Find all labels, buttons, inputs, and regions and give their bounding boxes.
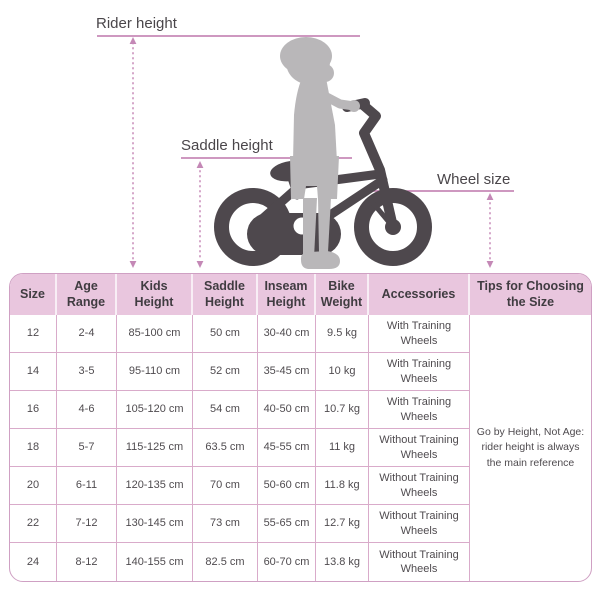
shorts: [290, 156, 339, 199]
table-cell: 12.7 kg: [316, 505, 369, 543]
col-header-tips: Tips for Choosing the Size: [470, 274, 591, 315]
col-header-saddle-height: Saddle Height: [193, 274, 258, 315]
table-cell: 4-6: [57, 391, 117, 429]
shoe: [301, 251, 340, 269]
col-header-size: Size: [10, 274, 57, 315]
table-cell: 5-7: [57, 429, 117, 467]
table-cell: 50-60 cm: [258, 467, 316, 505]
col-header-kids-height: Kids Height: [117, 274, 193, 315]
table-cell: 95-110 cm: [117, 353, 193, 391]
table-cell: 120-135 cm: [117, 467, 193, 505]
table-cell: 11 kg: [316, 429, 369, 467]
table-cell: 10.7 kg: [316, 391, 369, 429]
torso: [293, 78, 337, 162]
table-cell: With Training Wheels: [369, 353, 470, 391]
table-cell: 12: [10, 315, 57, 353]
table-cell: 105-120 cm: [117, 391, 193, 429]
arrow-up-icon: [487, 193, 494, 200]
rider-height-label: Rider height: [96, 15, 177, 32]
table-cell: With Training Wheels: [369, 315, 470, 353]
table-cell: 9.5 kg: [316, 315, 369, 353]
table-cell: 14: [10, 353, 57, 391]
table-cell: Without Training Wheels: [369, 429, 470, 467]
tips-text: Go by Height, Not Age: rider height is always the main reference: [476, 426, 585, 469]
table-cell: 140-155 cm: [117, 543, 193, 581]
col-header-accessories: Accessories: [369, 274, 470, 315]
table-cell: With Training Wheels: [369, 391, 470, 429]
table-cell: 73 cm: [193, 505, 258, 543]
table-cell: 40-50 cm: [258, 391, 316, 429]
table-cell: 50 cm: [193, 315, 258, 353]
table-cell: 22: [10, 505, 57, 543]
table-cell: Without Training Wheels: [369, 543, 470, 581]
table-cell: 18: [10, 429, 57, 467]
table-cell: 8-12: [57, 543, 117, 581]
table-cell: 2-4: [57, 315, 117, 353]
col-header-age-range: Age Range: [57, 274, 117, 315]
table-cell: 85-100 cm: [117, 315, 193, 353]
table-cell: 7-12: [57, 505, 117, 543]
arrow-up-icon: [197, 161, 204, 168]
saddle-height-label: Saddle height: [181, 137, 273, 154]
table-cell: 63.5 cm: [193, 429, 258, 467]
table-cell: 130-145 cm: [117, 505, 193, 543]
table-cell: 3-5: [57, 353, 117, 391]
table-cell: 54 cm: [193, 391, 258, 429]
table-cell: Without Training Wheels: [369, 505, 470, 543]
table-cell: 52 cm: [193, 353, 258, 391]
col-header-inseam-height: Inseam Height: [258, 274, 316, 315]
table-cell: Without Training Wheels: [369, 467, 470, 505]
table-cell: 10 kg: [316, 353, 369, 391]
wheel-size-label: Wheel size: [437, 171, 511, 188]
table-cell: 55-65 cm: [258, 505, 316, 543]
table-cell: 13.8 kg: [316, 543, 369, 581]
table-cell: 35-45 cm: [258, 353, 316, 391]
table-cell: 70 cm: [193, 467, 258, 505]
table-cell: 115-125 cm: [117, 429, 193, 467]
bike-size-table: [9, 273, 592, 582]
hand: [348, 100, 360, 112]
table-cell: 82.5 cm: [193, 543, 258, 581]
table-cell: 60-70 cm: [258, 543, 316, 581]
table-cell: 45-55 cm: [258, 429, 316, 467]
col-header-bike-weight: Bike Weight: [316, 274, 369, 315]
arrow-up-icon: [130, 37, 137, 44]
arrow-down-icon: [130, 261, 137, 268]
table-cell: 24: [10, 543, 57, 581]
table-cell: 16: [10, 391, 57, 429]
table-cell: 6-11: [57, 467, 117, 505]
table-cell: 20: [10, 467, 57, 505]
illustration-area: [0, 0, 600, 273]
bike-and-child-illustration: [0, 0, 600, 273]
table-cell: 11.8 kg: [316, 467, 369, 505]
arrow-down-icon: [197, 261, 204, 268]
arrow-down-icon: [487, 261, 494, 268]
table-cell: 30-40 cm: [258, 315, 316, 353]
